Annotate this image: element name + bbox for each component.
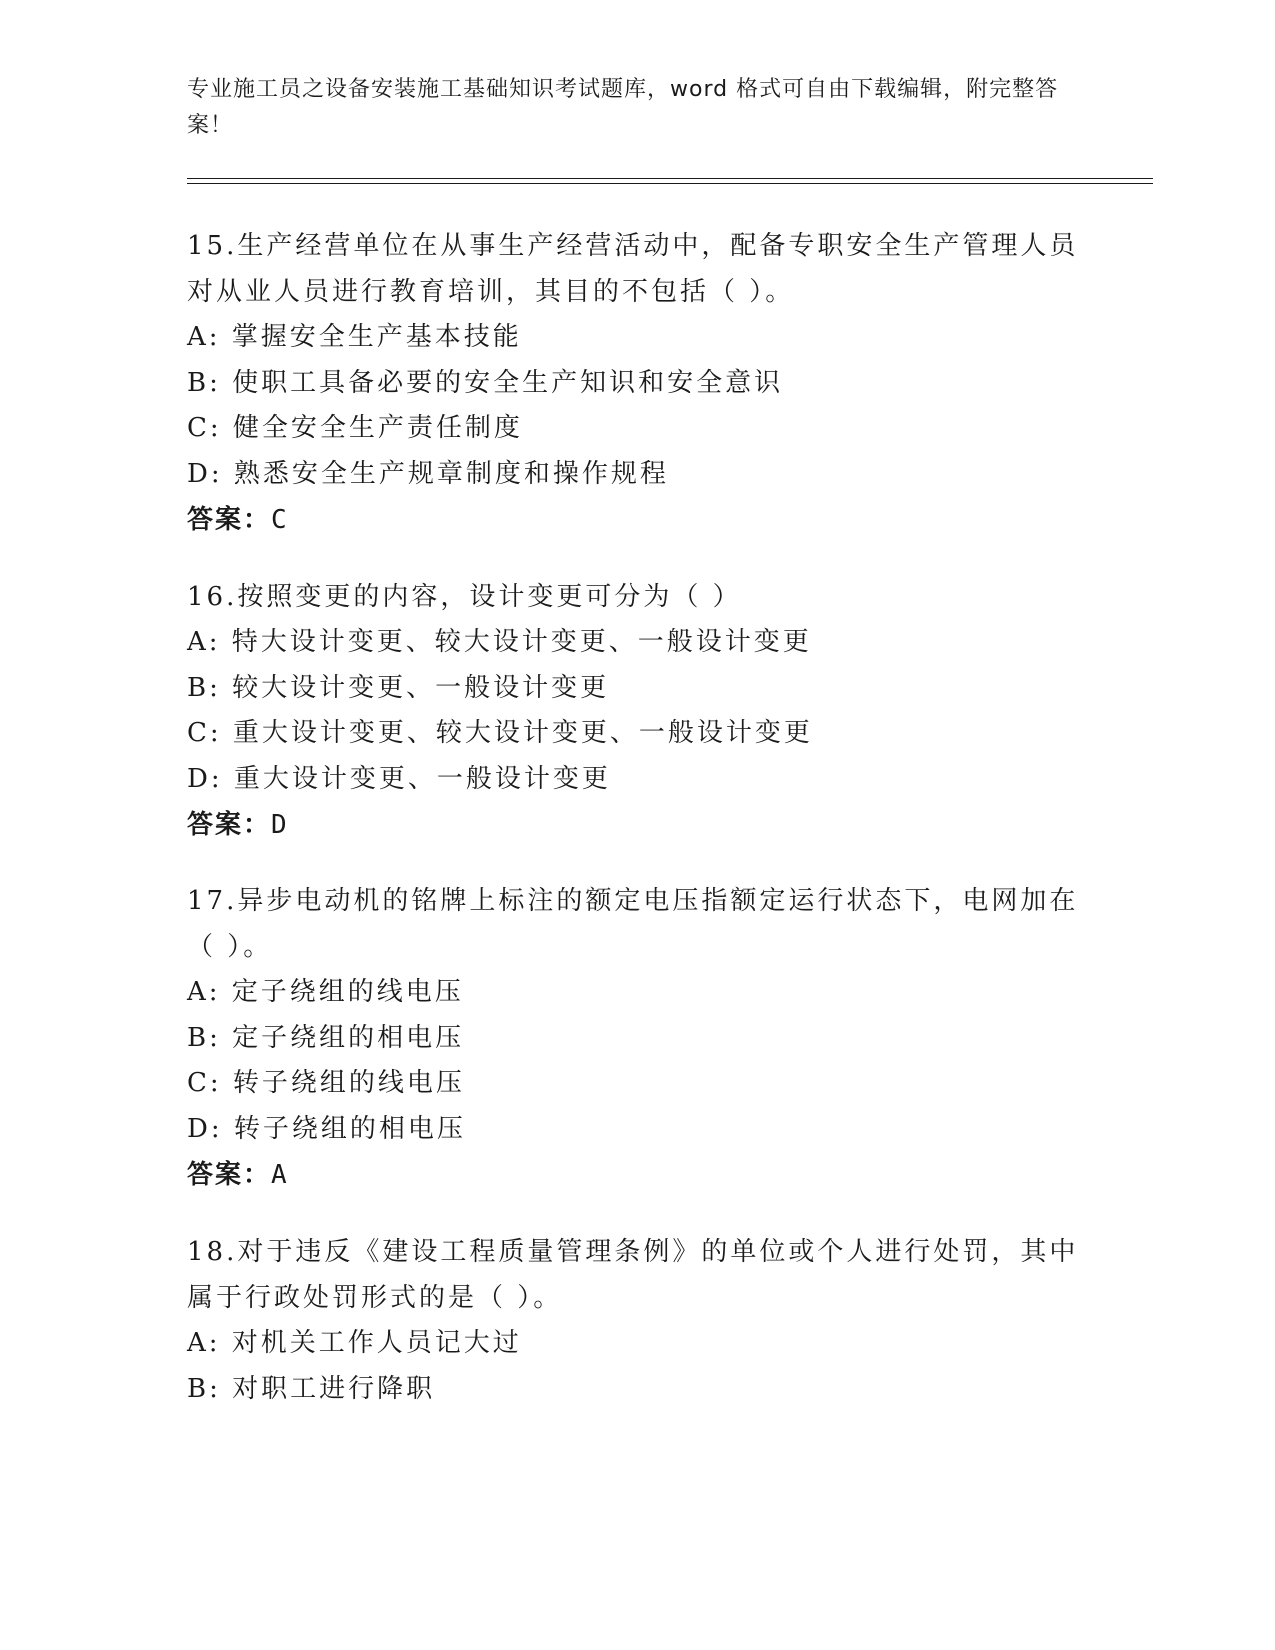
answer-value: A (271, 1160, 289, 1190)
header-divider-top (187, 178, 1153, 179)
answer-value: C (271, 505, 289, 535)
answer-label: 答案： (187, 505, 272, 535)
option-d: D: 熟悉安全生产规章制度和操作规程 (187, 458, 669, 489)
option-a: A: 特大设计变更、较大设计变更、一般设计变更 (187, 627, 812, 657)
option-c: C: 重大设计变更、较大设计变更、一般设计变更 (187, 718, 813, 748)
question-stem: 18.对于违反《建设工程质量管理条例》的单位或个人进行处罚，其中属于行政处罚形式的是（ ）。 (187, 1237, 1079, 1313)
option-b: B: 定子绕组的相电压 (187, 1022, 465, 1053)
option-b: B: 较大设计变更、一般设计变更 (187, 672, 610, 703)
option-a: A: 掌握安全生产基本技能 (187, 322, 522, 352)
document-header (187, 72, 1087, 144)
option-d: D: 重大设计变更、一般设计变更 (187, 763, 611, 794)
question-18 (187, 1229, 1087, 1412)
answer-label: 答案： (187, 1160, 272, 1190)
header-divider-bottom (187, 183, 1153, 184)
question-stem: 16.按照变更的内容，设计变更可分为（ ） (187, 582, 742, 612)
question-stem: 17.异步电动机的铭牌上标注的额定电压指额定运行状态下，电网加在（ ）。 (187, 886, 1079, 962)
option-d: D: 转子绕组的相电压 (187, 1113, 466, 1144)
question-17 (187, 878, 1087, 1198)
answer-label: 答案： (187, 810, 272, 840)
header-text: 专业施工员之设备安装施工基础知识考试题库，word 格式可自由下载编辑，附完整答案！ (187, 77, 1059, 138)
option-a: A: 对机关工作人员记大过 (187, 1328, 522, 1358)
answer-line (187, 1152, 1087, 1198)
option-c: C: 健全安全生产责任制度 (187, 413, 523, 443)
option-c: C: 转子绕组的线电压 (187, 1068, 465, 1098)
answer-line (187, 802, 1087, 848)
option-b: B: 使职工具备必要的安全生产知识和安全意识 (187, 367, 784, 398)
question-stem: 15.生产经营单位在从事生产经营活动中，配备专职安全生产管理人员对从业人员进行教育培训，其目的不包括（ ）。 (187, 231, 1079, 307)
question-16 (187, 574, 1087, 848)
option-b: B: 对职工进行降职 (187, 1373, 436, 1404)
option-a: A: 定子绕组的线电压 (187, 977, 464, 1007)
answer-line (187, 497, 1087, 543)
answer-value: D (271, 810, 289, 840)
question-15 (187, 223, 1087, 543)
